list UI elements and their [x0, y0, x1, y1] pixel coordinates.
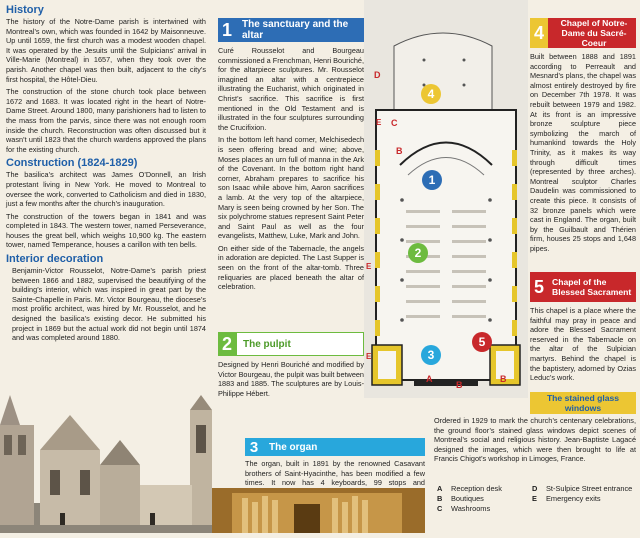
- map-letter-e-low: E: [366, 352, 372, 361]
- legend-label-d: St-Sulpice Street entrance: [546, 484, 633, 493]
- history-paragraph-2: The construction of the stone church took place between 1672 and 1683. It was located right in the heart of Notre-Dame Street. Around 1800, many parishioners had to listen to the mass from the parvis, since there was not enough room inside the church. Reconstruction was often discussed but it wasn’t until 1823 that the church wardens approved the plans for the existing church.: [6, 87, 206, 154]
- map-marker-4: 4: [421, 84, 441, 104]
- legend-item-a: [437, 484, 532, 494]
- pulpit-header: [218, 332, 364, 356]
- legend-letter-b: B: [437, 494, 443, 503]
- legend-grid: [437, 484, 637, 514]
- stained-glass-section: [434, 416, 636, 467]
- floor-plan-drawing: [364, 0, 528, 398]
- floor-plan: [364, 0, 528, 398]
- map-marker-1: 1: [422, 170, 442, 190]
- organ-drawing: [212, 488, 425, 533]
- stained-glass-title: The stained glass windows: [546, 393, 620, 413]
- construction-paragraph-1: The basilica’s architect was James O’Donnell, an Irish protestant living in New York. He moved to Montreal to oversee the work, converted to Catholicism and died in 1830, just a few months after the church’s inauguration.: [6, 170, 206, 209]
- section-number-1: 1: [218, 18, 236, 42]
- legend-letter-c: C: [437, 504, 443, 513]
- legend-item-e: [532, 494, 637, 504]
- section-number-4: 4: [530, 18, 548, 48]
- legend-label-a: Reception desk: [451, 484, 502, 493]
- sanctuary-paragraph-1: Curé Rousselot and Bourgeau commissioned a Frenchman, Henri Bouriché, for the altarpiece sculptures. Mr. Rousselot imagined an altar with a centrepiece illustrating the Eucharist, which originated in Christ’s sacrifice. This sacrifice is first mentioned in the Old Testament and is illustrated in the four sculptures surrounding the Crucifixion.: [218, 46, 364, 132]
- stained-glass-paragraph: Ordered in 1929 to mark the church’s centenary celebrations, the ground floor’s stained glass windows depict scenes of Montreal’s social and religious history. Jean-Baptiste Lagacé designed the images, which were then brought to life at Francis Chigot’s workshop in Limoges, France.: [434, 416, 636, 464]
- map-marker-3: 3: [421, 345, 441, 365]
- organ-paragraph: The organ, built in 1891 by the renowned Casavant brothers of Saint-Hyacinthe, has been modified a few times. It now has 4 keyboards, 99 stops and: [245, 459, 425, 488]
- history-heading: History: [6, 4, 44, 16]
- legend-item-b: [437, 494, 532, 504]
- construction-paragraph-2: The construction of the towers began in 1841 and was completed in 1843. The western tower, named Perseverance, houses the great bell, which weighs 10,900 kg. The eastern tower, named Temperance, houses a carillon with ten bells.: [6, 211, 206, 250]
- blessed-sacrament-header: [530, 272, 636, 302]
- sacre-coeur-paragraph: Built between 1888 and 1891 according to Perreault and Mesnard’s plans, the chapel was almost entirely destroyed by fire on December 7th 1978. It was rebuilt between 1979 and 1982. At its front is an impressive bronze sculpture piece symbolizing the march of humankind towards the Holy Trinity, as it makes its way through difficult times (represented by three arches). Montreal sculptor Charles Daudelin was commissioned to create this piece. It consists of 32 bronze panels which were cast in England. The organ, built by the Guilbault and Thérien firm, houses 25 stops and 1,648 pipes.: [530, 52, 636, 253]
- map-letter-e-mid: E: [366, 262, 372, 271]
- sacre-coeur-section: [530, 18, 636, 256]
- sanctuary-section: [218, 18, 364, 295]
- organ-title: The organ: [263, 438, 425, 456]
- map-letter-c: C: [391, 118, 398, 128]
- sanctuary-header: [218, 18, 364, 42]
- legend-item-c: [437, 504, 532, 514]
- legend-label-c: Washrooms: [451, 504, 491, 513]
- map-letter-b-top: B: [396, 146, 403, 156]
- legend: [437, 484, 637, 514]
- organ-illustration: [212, 488, 425, 533]
- sanctuary-paragraph-3: On either side of the Tabernacle, the angels in adoration are depicted. The Last Supper is seen on the front of the altar-tomb. Three reliquaries are placed beneath the altar of celebration.: [218, 243, 364, 292]
- basilica-drawing: [0, 395, 212, 533]
- section-number-3: 3: [245, 438, 263, 456]
- blessed-sacrament-section: [530, 272, 636, 386]
- map-letter-d: D: [374, 70, 381, 80]
- legend-item-d: [532, 484, 637, 494]
- pulpit-section: [218, 332, 364, 401]
- legend-column-left: [437, 484, 532, 514]
- legend-letter-e: E: [532, 494, 537, 503]
- history-paragraph-1: The history of the Notre-Dame parish is intertwined with Montreal’s own, which was founded in 1642 by Maisonneuve. Up until 1659, the first church was a modest wooden chapel. It was operated by the Jesuits until the Sulpicians’ arrival in Ville-Marie (Montreal) in 1657, when they took over the parish. Another chapel was then built, adjacent to the city’s first hospital, the Hôtel-Dieu.: [6, 17, 206, 84]
- blessed-sacrament-paragraph: This chapel is a place where the faithful may pray in peace and adore the Blessed Sacrament reserved in the Tabernacle on the altar of the Sulpician martyrs. Behind the chapel is the baptistery, adorned by Ozias Leduc’s work.: [530, 306, 636, 383]
- map-letter-e-top: E: [376, 118, 382, 127]
- organ-header: [245, 438, 425, 456]
- sacre-coeur-title: Chapel of Notre-Dame du Sacré-Coeur: [548, 18, 636, 48]
- legend-letter-a: A: [437, 484, 443, 493]
- map-marker-5: 5: [472, 332, 492, 352]
- stained-glass-header: [530, 392, 636, 414]
- interior-heading: Interior decoration: [6, 253, 104, 266]
- map-marker-2: 2: [408, 243, 428, 263]
- sanctuary-title: The sanctuary and the altar: [236, 18, 364, 42]
- interior-paragraph: Benjamin-Victor Rousselot, Notre-Dame’s parish priest between 1866 and 1882, supervised the beautifying of the building’s interior, which was inspired in great part by the Sainte-Chapelle in Paris. Mr. Victor Bourgeau, the diocese’s most prolific architect, was hired by Mr. Rousselot, and he designed the basilica’s existing decor. He submitted his project in 1869 but the actual work did not begin until 1874 and was completed around 1880.: [12, 266, 206, 343]
- blessed-sacrament-title: Chapel of the Blessed Sacrament: [548, 272, 636, 302]
- section-number-5: 5: [530, 272, 548, 302]
- section-number-2: 2: [218, 332, 236, 356]
- sacre-coeur-header: [530, 18, 636, 48]
- pulpit-title: The pulpit: [236, 332, 364, 356]
- legend-letter-d: D: [532, 484, 538, 493]
- legend-label-e: Emergency exits: [546, 494, 601, 503]
- legend-label-b: Boutiques: [451, 494, 484, 503]
- sanctuary-paragraph-2: In the bottom left hand corner, Melchisedech is seen offering bread and wine; above, Moses places an urn full of manna in the Ark of the Covenant. In the bottom right hand corner, Abraham prepares to sacrifice his son Isaac while above him, Aaron sacrifices a lamb. At the very top of the altarpiece, Mary is seen being crowned by her Son. The six polychrome statues represent Saint Peter and Saint Paul as well as the four evangelists, Matthew, Luke, Mark and John.: [218, 135, 364, 241]
- basilica-illustration: [0, 395, 212, 533]
- map-letter-b-bottom-left: B: [456, 380, 463, 390]
- legend-column-right: [532, 484, 637, 514]
- construction-heading: Construction (1824-1829): [6, 157, 138, 170]
- map-letter-b-bottom: B: [500, 374, 507, 384]
- map-letter-a: A: [426, 374, 433, 384]
- history-column: [6, 4, 206, 346]
- pulpit-paragraph: Designed by Henri Bouriché and modified by Victor Bourgeau, the pulpit was built between 1883 and 1885. The sculptures are by Louis-Philippe Hébert.: [218, 360, 364, 398]
